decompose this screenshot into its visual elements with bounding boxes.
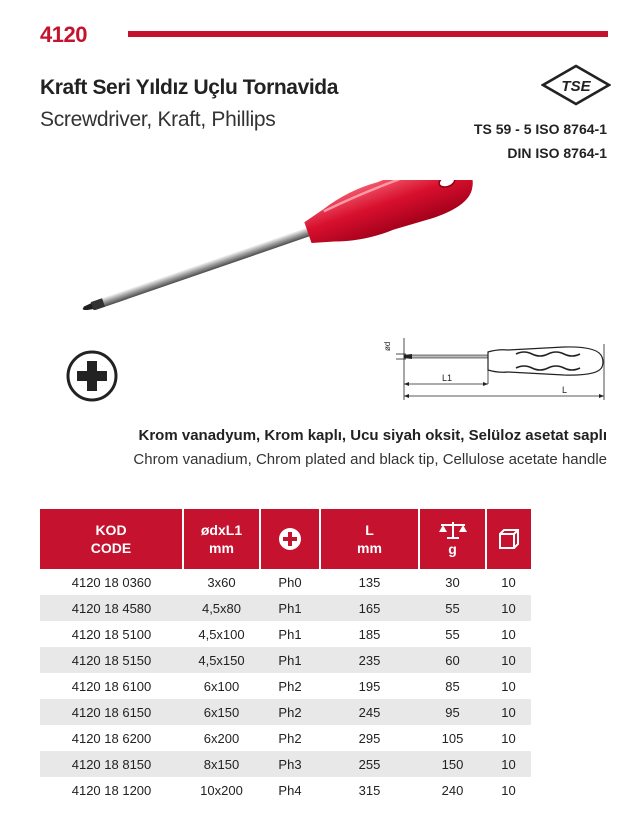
header-rule [128,31,608,37]
cell-weight: 60 [419,647,486,673]
cell-code: 4120 18 6200 [71,730,152,746]
cell-code: 4120 18 1200 [71,782,152,798]
header-size-label: ødxL1 [200,522,243,538]
dimension-drawing [376,332,612,404]
header-length-label: L [365,522,374,538]
cell-code: 4120 18 4580 [40,595,183,621]
title-english: Screwdriver, Kraft, Phillips [40,108,276,131]
header-length-unit: mm [357,540,382,556]
label-l: L [562,385,568,395]
cell-size: 6x150 [183,699,260,725]
cell-weight: 95 [419,699,486,725]
cell-weight: 105 [441,730,464,746]
tse-logo-icon [541,64,611,106]
cell-code: 4120 18 5150 [40,647,183,673]
cell-pack: 10 [501,574,516,590]
screwdriver-image [62,180,492,310]
table-row [40,569,531,595]
cell-tip: Ph1 [278,626,302,642]
description-english: Chrom vanadium, Chrom plated and black tip, Cellulose acetate handle [133,451,607,468]
table-row [40,647,531,673]
standard-line-1: TS 59 - 5 ISO 8764-1 [473,121,607,137]
cell-tip: Ph2 [260,699,320,725]
cell-length: 165 [320,595,419,621]
label-l1: L1 [442,373,453,383]
cell-code: 4120 18 5100 [71,626,152,642]
header-code-en: CODE [90,540,132,556]
table-row [40,621,531,647]
cell-size: 4,5x100 [198,626,245,642]
cell-weight: 150 [419,751,486,777]
header-pack [486,509,531,569]
cell-size: 4,5x80 [183,595,260,621]
title-turkish: Kraft Seri Yıldız Uçlu Tornavida [40,76,338,99]
table-header-row [40,509,531,569]
cell-weight: 30 [445,574,460,590]
cell-tip: Ph4 [278,782,302,798]
header-weight-unit: g [448,541,457,558]
table-row [40,595,531,621]
cell-size: 4,5x150 [183,647,260,673]
header-code-tr: KOD [95,522,127,538]
cell-size: 6x100 [203,678,240,694]
table-row [40,777,531,803]
tse-logo-text: TSE [561,78,591,95]
cell-length: 235 [320,647,419,673]
cell-code: 4120 18 6150 [40,699,183,725]
cell-weight: 85 [445,678,460,694]
header-weight [419,509,486,569]
header-tip [260,509,320,569]
cell-weight: 240 [441,782,464,798]
cell-weight: 55 [445,626,460,642]
cell-length: 295 [358,730,381,746]
cell-size: 8x150 [183,751,260,777]
spec-table [40,509,531,803]
cell-pack: 10 [486,751,531,777]
cell-tip: Ph1 [260,647,320,673]
cell-pack: 10 [486,595,531,621]
description-turkish: Krom vanadyum, Krom kaplı, Ucu siyah oksit, Selüloz asetat saplı [138,427,607,444]
cell-size: 10x200 [200,782,243,798]
cell-size: 6x200 [203,730,240,746]
cell-tip: Ph2 [278,730,302,746]
cell-size: 3x60 [207,574,236,590]
cell-code: 4120 18 0360 [71,574,152,590]
product-code: 4120 [40,22,87,47]
cell-pack: 10 [501,626,516,642]
box-icon [497,527,521,551]
cell-length: 245 [320,699,419,725]
cell-weight: 55 [419,595,486,621]
cell-length: 135 [358,574,381,590]
cell-pack: 10 [486,699,531,725]
table-row [40,699,531,725]
table-row [40,673,531,699]
header-size-unit: mm [209,540,234,556]
cell-pack: 10 [501,730,516,746]
cell-pack: 10 [501,782,516,798]
cell-tip: Ph0 [278,574,302,590]
table-row [40,751,531,777]
cell-length: 315 [358,782,381,798]
cell-tip: Ph3 [260,751,320,777]
scale-icon [438,520,468,540]
table-row [40,725,531,751]
header-size [183,509,260,569]
phillips-icon [66,350,118,402]
cell-pack: 10 [486,647,531,673]
phillips-icon [278,527,302,551]
header-code [40,509,183,569]
cell-pack: 10 [501,678,516,694]
label-diameter: ød [383,341,392,351]
cell-code: 4120 18 6100 [71,678,152,694]
header-length [320,509,419,569]
cell-tip: Ph1 [260,595,320,621]
cell-length: 185 [358,626,381,642]
cell-length: 195 [358,678,381,694]
cell-tip: Ph2 [278,678,302,694]
standard-line-2: DIN ISO 8764-1 [507,145,607,161]
cell-code: 4120 18 8150 [40,751,183,777]
cell-length: 255 [320,751,419,777]
